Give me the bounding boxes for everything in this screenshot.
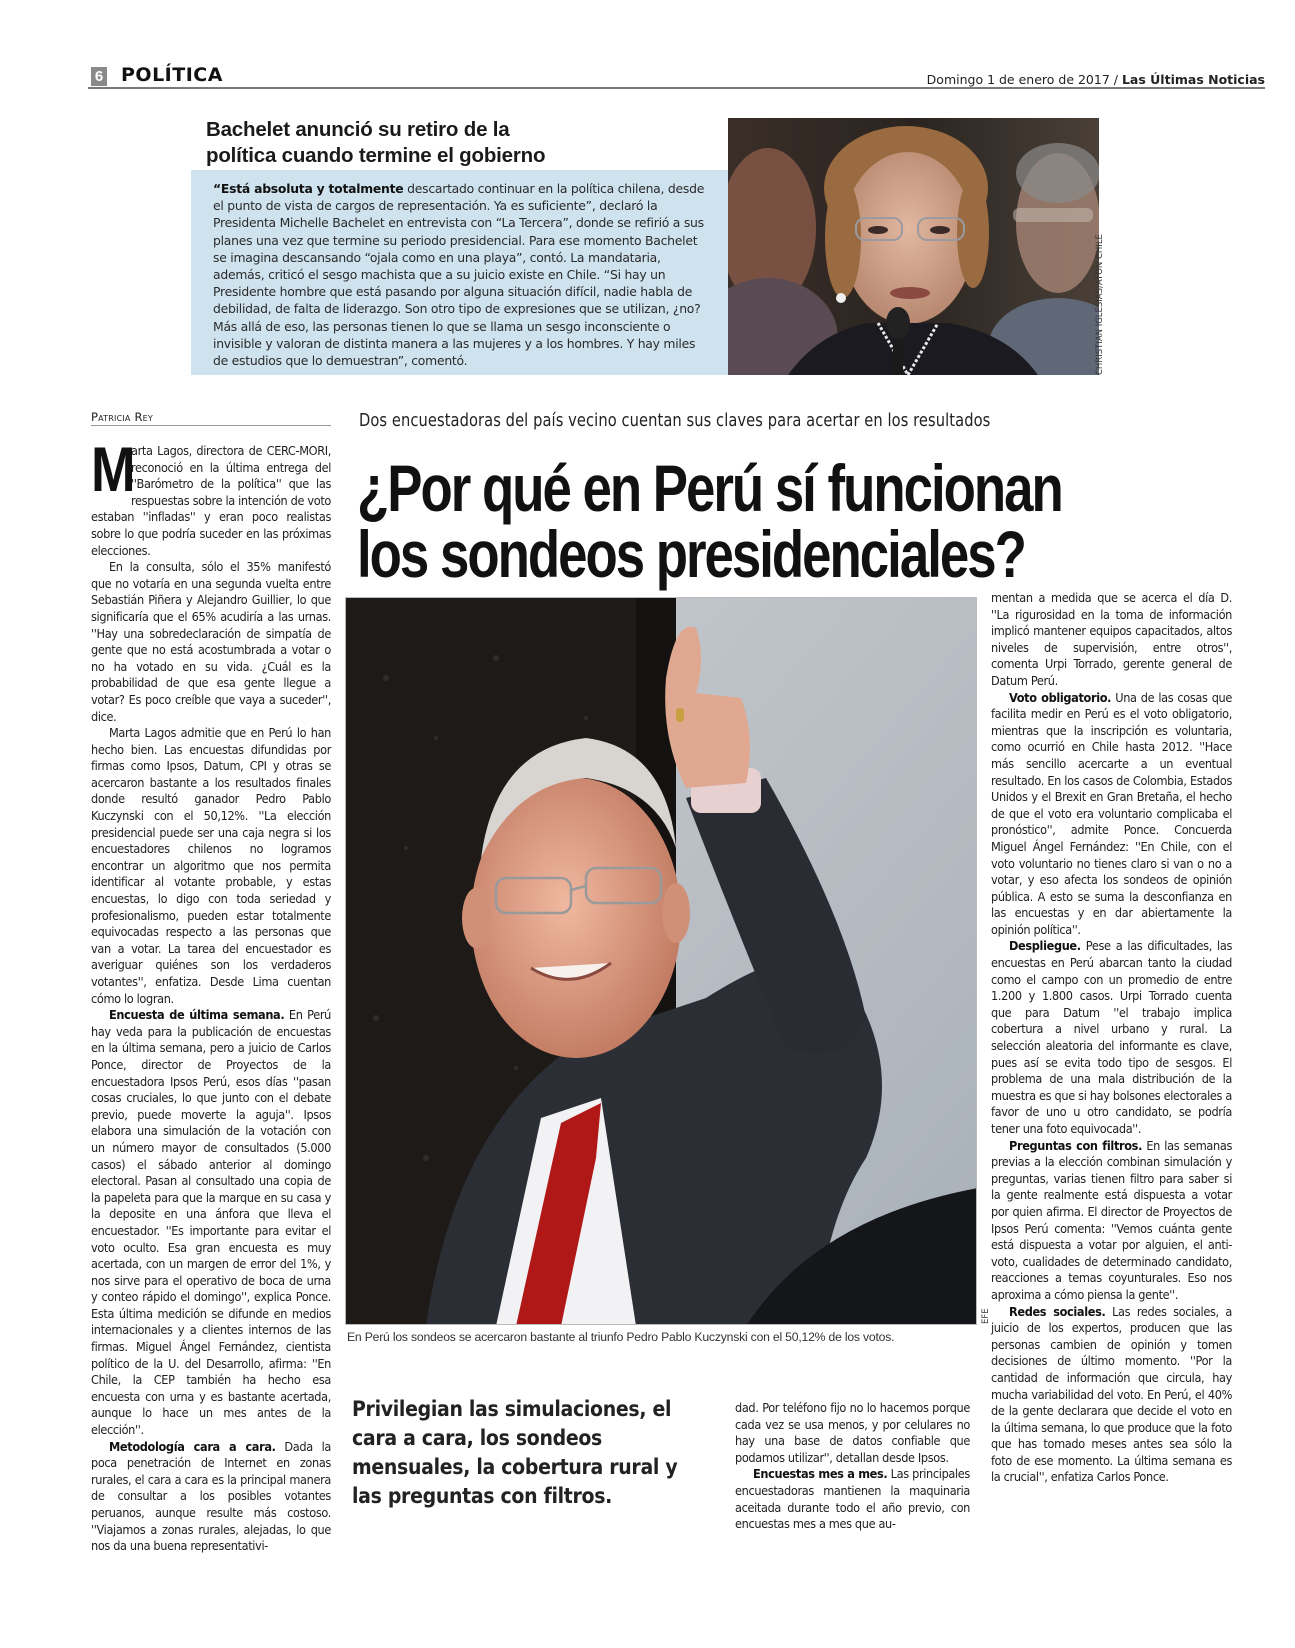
kuczynski-photo-illustration xyxy=(346,598,977,1325)
photo-credit-vertical xyxy=(1095,234,1109,375)
paragraph-text: Dada la poca penetración de Internet en zonas rurales, el cara a cara es la principal manera de consultar a los posibles votantes peruanos, aunque resulte más costoso. ''Viajamos a zonas rurales, alejadas, lo que nos da una buena representativi- xyxy=(91,1438,331,1554)
subheading: Preguntas con filtros. xyxy=(1009,1137,1143,1153)
paragraph xyxy=(91,435,331,559)
headline-line: ¿Por qué en Perú sí funcionan xyxy=(357,451,1062,525)
sidebar-story-lead: “Está absoluta y totalmente xyxy=(213,181,404,196)
section-label: POLÍTICA xyxy=(121,64,223,86)
paragraph-text: Las redes sociales, a juicio de los expertos, producen que las personas cambien de opinión y tomen decisiones de último momento. ''Por la cantidad de información que circula, hay mucha variabilidad del voto. En Perú, el 40% de la gente declarara que decide el voto en la última semana, lo que produce que la foto que has tomado meses antes sea sólo la foto de ese momento. La última semana es la crucial'', enfatiza Carlos Ponce. xyxy=(991,1303,1232,1485)
article-headline xyxy=(357,451,1077,591)
subheading: Encuestas mes a mes. xyxy=(753,1466,888,1482)
page-number: 6 xyxy=(91,67,107,86)
dateline xyxy=(927,72,1265,87)
byline-rule xyxy=(91,425,331,426)
photo-credit-text: EFE xyxy=(981,1308,991,1324)
article-column-left xyxy=(91,435,331,1555)
paragraph-text: Las principales encuestadoras mantienen la maquinaria aceitada durante todo el año previo, con encuestas mes a mes que au- xyxy=(735,1466,970,1532)
paragraph-text: mentan a medida que se acerca el día D. ''La rigurosidad en la toma de información implicó mantener equipos capacitados, altos niveles de supervisión, entre otros'', comenta Urpi Torrado, gerente general de Datum Perú. xyxy=(991,590,1232,688)
drop-cap: M xyxy=(91,435,136,505)
paragraph xyxy=(991,938,1232,1137)
photo-caption: En Perú los sondeos se acercaron bastante al triunfo Pedro Pablo Kuczynski con el 50,12% de los votos. xyxy=(347,1330,895,1344)
subheading: Despliegue. xyxy=(1009,938,1081,954)
paragraph xyxy=(991,1304,1232,1487)
paragraph xyxy=(991,1138,1232,1304)
paragraph-text: En la consulta, sólo el 35% manifestó que no votaría en una segunda vuelta entre Sebastián Piñera y Alejandro Guillier, lo que significaría que el 65% acudiría a las urnas. ''Hay una sobredeclaración de simpatía de gente que no está acostumbrada a votar o no ha votado en su vida. ¿Cuál es la probabilidad de que esa gente llegue a votar? Es poco creíble que vaya a suceder'', dice. xyxy=(91,559,331,724)
bachelet-photo xyxy=(728,118,1099,375)
paragraph-text: Una de las cosas que facilita medir en Perú es el voto obligatorio, mientras que la inscripción es voluntaria, como ocurrió en Chile hasta 2012. ''Hace más sencillo acercarte a un eventual resultado. En los casos de Colombia, Estados Unidos y el Brexit en Gran Bretaña, el hecho de que el voto era voluntario complicaba el pronóstico'', admite Ponce. Concuerda Miguel Ángel Fernández: ''En Chile, con el voto voluntario no tienes claro si van o no a votar, y eso afecta los sondeos de opinión pública. A esto se suma la desconfianza en las encuestas y en dar abiertamente la opinión política''. xyxy=(991,689,1233,937)
kuczynski-photo xyxy=(345,597,977,1325)
paragraph-text: En Perú hay veda para la publicación de encuestas en la última semana, pero a juicio de Carlos Ponce, director de Proyectos de la encuestadora Ipsos Perú, esos días ''pasan cosas cruciales, lo que junto con el debate previo, puede moverte la aguja''. Ipsos elabora una simulación de la votación con un número mayor de consultados (5.000 casos) el sábado anterior al domingo electoral. Pasan al consultado una copia de la papeleta para que la marque en su casa y la deposite en una ánfora que lleva el encuestador. ''Es importante para evitar el voto oculto. Esa gran encuesta es muy acertada, con un margen de error del 1%, y nos sirve para el operativo de boca de urna y conteo rápido el domingo'', explica Ponce. Esta última medición se difunde en medios internacionales y a clientes internos de las firmas. Miguel Ángel Fernández, cientista político de la U. del Desarrollo, afirma: ''En Chile, la CEP también ha hecho esa encuesta con urna y es bastante acertada, aunque lo hace un mes antes de la elección''. xyxy=(91,1007,331,1438)
photo-credit-text: CHRISTIAN IGLESIAS/ATON CHILE xyxy=(1095,234,1105,375)
paragraph xyxy=(91,725,331,1007)
article-kicker: Dos encuestadoras del país vecino cuentan sus claves para acertar en los resultados xyxy=(359,411,991,431)
paragraph-text: Pese a las dificultades, las encuestas en Perú abarcan tanto la ciudad como el campo con un promedio de entre 1.200 y 1.800 casos. Urpi Torrado cuenta que para Datum ''el trabajo implica cobertura a nivel urbano y rural. La selección aleatoria del informante es clave, pues así se evita todo tipo de sesgos. El problema de una mala distribución de la muestra es que si hay bolsones electorales a favor de uno u otro candidato, se podría tener una foto equivocada''. xyxy=(991,938,1232,1136)
sidebar-story-title xyxy=(206,117,666,169)
paragraph xyxy=(991,590,1232,690)
paragraph-text: arta Lagos, directora de CERC-MORI, reconoció en la última entrega del ''Barómetro de la política'' que las respuestas sobre la intención de voto estaban ''infladas'' y eran poco realistas sobre lo que podría suceder en las próximas elecciones. xyxy=(91,443,331,558)
subheading: Encuesta de última semana. xyxy=(109,1007,285,1023)
article-column-middle xyxy=(735,1400,970,1533)
paragraph xyxy=(91,1439,331,1555)
subheading: Metodología cara a cara. xyxy=(109,1438,276,1454)
sidebar-story-title-line: Bachelet anunció su retiro de la xyxy=(206,118,510,141)
subheading: Voto obligatorio. xyxy=(1009,689,1112,705)
paragraph xyxy=(91,1007,331,1438)
paragraph xyxy=(991,690,1232,939)
bachelet-photo-illustration xyxy=(728,118,1099,375)
publication-name: Las Últimas Noticias xyxy=(1121,72,1265,87)
sidebar-story-title-line: política cuando termine el gobierno xyxy=(206,144,546,167)
subheading: Redes sociales. xyxy=(1009,1303,1106,1319)
issue-date: Domingo 1 de enero de 2017 / xyxy=(926,72,1118,87)
headline-line: los sondeos presidenciales? xyxy=(357,517,1025,591)
pull-quote: Privilegian las simulaciones, el cara a cara, los sondeos mensuales, la cobertura rural y las preguntas con filtros. xyxy=(352,1397,678,1508)
header-rule xyxy=(88,87,1265,89)
paragraph-text: dad. Por teléfono fijo no lo hacemos porque cada vez se usa menos, y por celulares no hay una base de datos confiable que podamos utilizar'', detallan desde Ipsos. xyxy=(735,1400,970,1465)
byline: Patricia Rey xyxy=(91,410,153,424)
article-column-right xyxy=(991,590,1232,1486)
paragraph xyxy=(735,1400,970,1466)
sidebar-story-text: descartado continuar en la política chilena, desde el punto de vista de cargos de representación. Ya es suficiente”, declaró la Presidenta Michelle Bachelet en entrevista con “La Tercera”, donde se refirió a sus planes una vez que termine su periodo presidencial. Para ese momento Bachelet se imagina descansando “ojala como en una playa”, contó. La mandataria, además, criticó el sesgo machista que a su juicio existe en Chile. “Si hay un Presidente hombre que está pasando por alguna situación difícil, nadie habla de debilidad, de falta de liderazgo. Son otro tipo de expresiones que se utilizan, ¿no? Más allá de eso, las personas tienen lo que se llama un sesgo inconsciente o invisible y valoran de distinta manera a las mujeres y a los hombres. Y hay miles de estudios que lo demuestran”, comentó. xyxy=(213,181,705,369)
sidebar-story-body xyxy=(213,180,710,369)
paragraph-text: Marta Lagos admitie que en Perú lo han hecho bien. Las encuestas difundidas por firmas como Ipsos, Datum, CPI y otras se acercaron bastante a los resultados finales donde resultó ganador Pedro Pablo Kuczynski con el 50,12%. ''La elección presidencial puede ser una caja negra si los encuestadores chilenos no logramos encontrar un algoritmo que nos permita identificar al votante probable, y estas encuestas, lo digo con toda seriedad y profesionalismo, pueden estar totalmente equivocadas respecto a las personas que van a votar. La tarea del encuestador es averiguar quiénes son los verdaderos votantes'', enfatiza. Desde Lima cuentan cómo lo logran. xyxy=(91,725,331,1006)
paragraph-text: En las semanas previas a la elección combinan simulación y preguntas, varias tienen filtro para saber si la gente realmente está dispuesta a votar por quien afirma. El director de Proyectos de Ipsos Perú comenta: ''Vemos cuánta gente está dispuesta a votar por alguien, el anti-voto, cualidades de determinado candidato, reacciones a temas coyunturales. Eso nos aproxima a cómo piensa la gente''. xyxy=(991,1137,1232,1302)
paragraph xyxy=(91,559,331,725)
paragraph xyxy=(735,1466,970,1532)
